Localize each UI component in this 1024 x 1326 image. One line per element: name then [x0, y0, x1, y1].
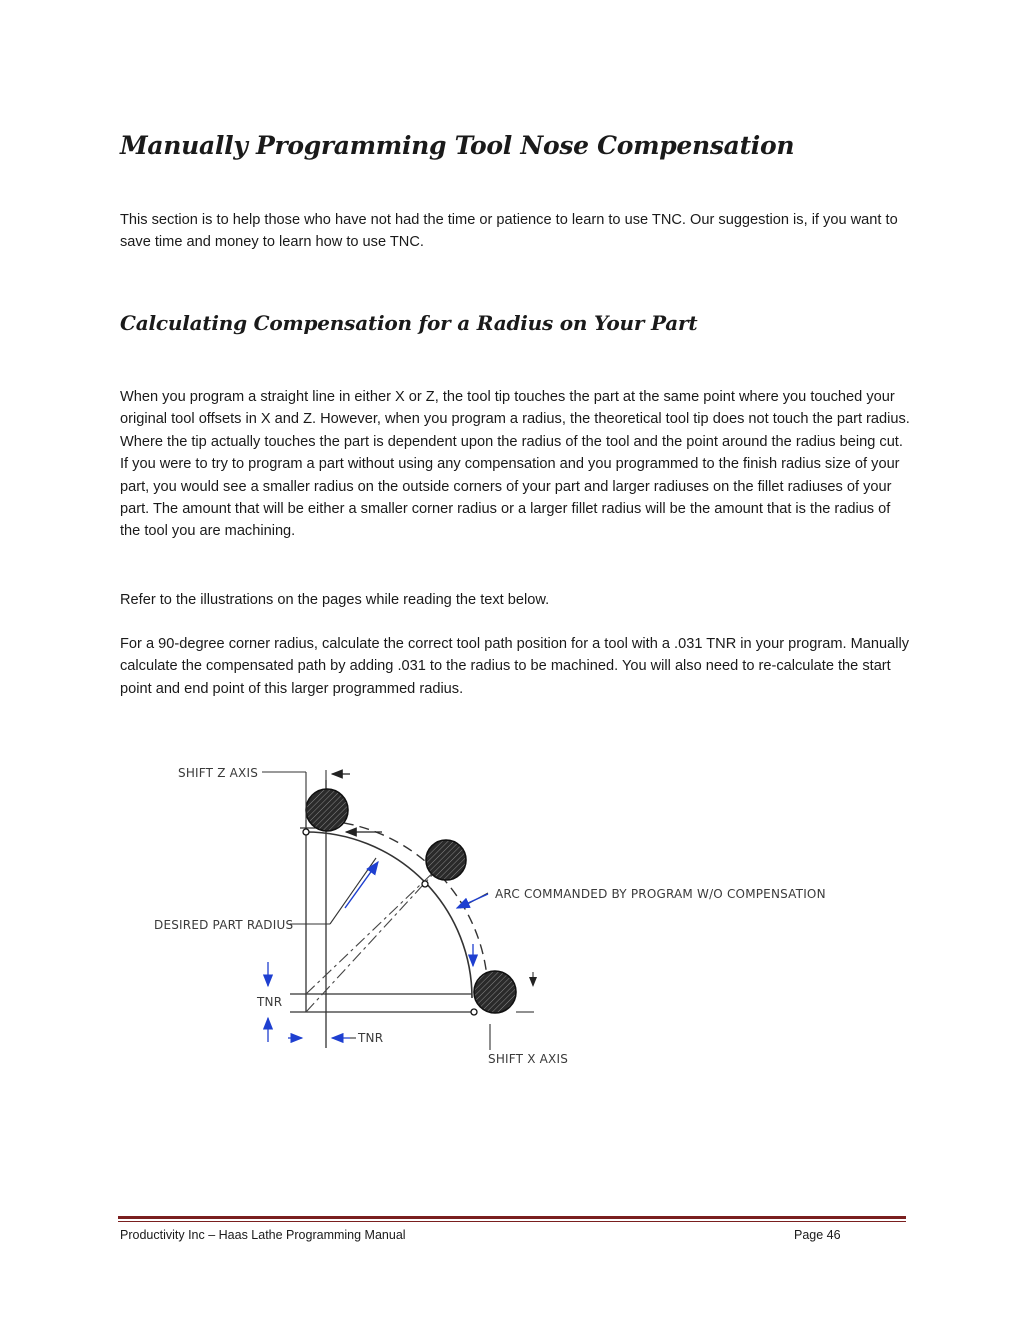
- corner-paragraph: For a 90-degree corner radius, calculate the correct tool path position for a tool with a .031 TNR in your program. Manually calculate the compensated path by adding .031 to the radius to be machined. You will also need to re-calculate the start point and end point of this larger programmed radius.: [120, 636, 910, 697]
- tool-circle-bottom: [474, 971, 516, 1013]
- label-desired-radius: DESIRED PART RADIUS: [154, 918, 294, 932]
- intro-paragraph: This section is to help those who have not had the time or patience to learn to use TNC. Our suggestion is, if you want to save time and money to learn how to use TNC.: [120, 212, 898, 251]
- sub-heading: Calculating Compensation for a Radius on Your Part: [120, 311, 698, 335]
- tool-circle-mid: [426, 840, 466, 880]
- tool-circle-top: [306, 789, 348, 831]
- tool-nose-circles: [306, 789, 516, 1013]
- label-tnr-horizontal: TNR: [358, 1031, 384, 1045]
- label-shift-z: SHIFT Z AXIS: [178, 766, 259, 780]
- body-paragraph: When you program a straight line in either X or Z, the tool tip touches the part at the same point where you touched your original tool offsets in X and Z. However, when you program a radius, the theoretical tool tip does not touch the part radius. Where the tip actually touches the part is dependent upon the radius of the tool and the point around the radius being cut. If you were to try to program a part without using any compensation and you programmed to the finish radius size of your part, you would see a smaller radius on the outside corners of your part and larger radiuses on the fillet radiuses of your part. The amount that will be either a smaller corner radius or a larger fillet radius will be the amount that is the radius of the tool you are machining.: [120, 389, 910, 540]
- footer-title: Productivity Inc – Haas Lathe Programming Manual: [120, 1228, 406, 1242]
- label-arc-commanded: ARC COMMANDED BY PROGRAM W/O COMPENSATION: [495, 887, 826, 901]
- main-heading: Manually Programming Tool Nose Compensation: [120, 131, 795, 160]
- label-shift-x: SHIFT X AXIS: [488, 1052, 569, 1066]
- footer-rule-thin: [118, 1221, 906, 1222]
- label-tnr-vertical: TNR: [257, 995, 283, 1009]
- footer-rule-thick: [118, 1216, 906, 1219]
- refer-paragraph: Refer to the illustrations on the pages while reading the text below.: [120, 592, 550, 608]
- tnc-diagram: [150, 760, 850, 1080]
- footer-page-number: Page 46: [794, 1228, 841, 1242]
